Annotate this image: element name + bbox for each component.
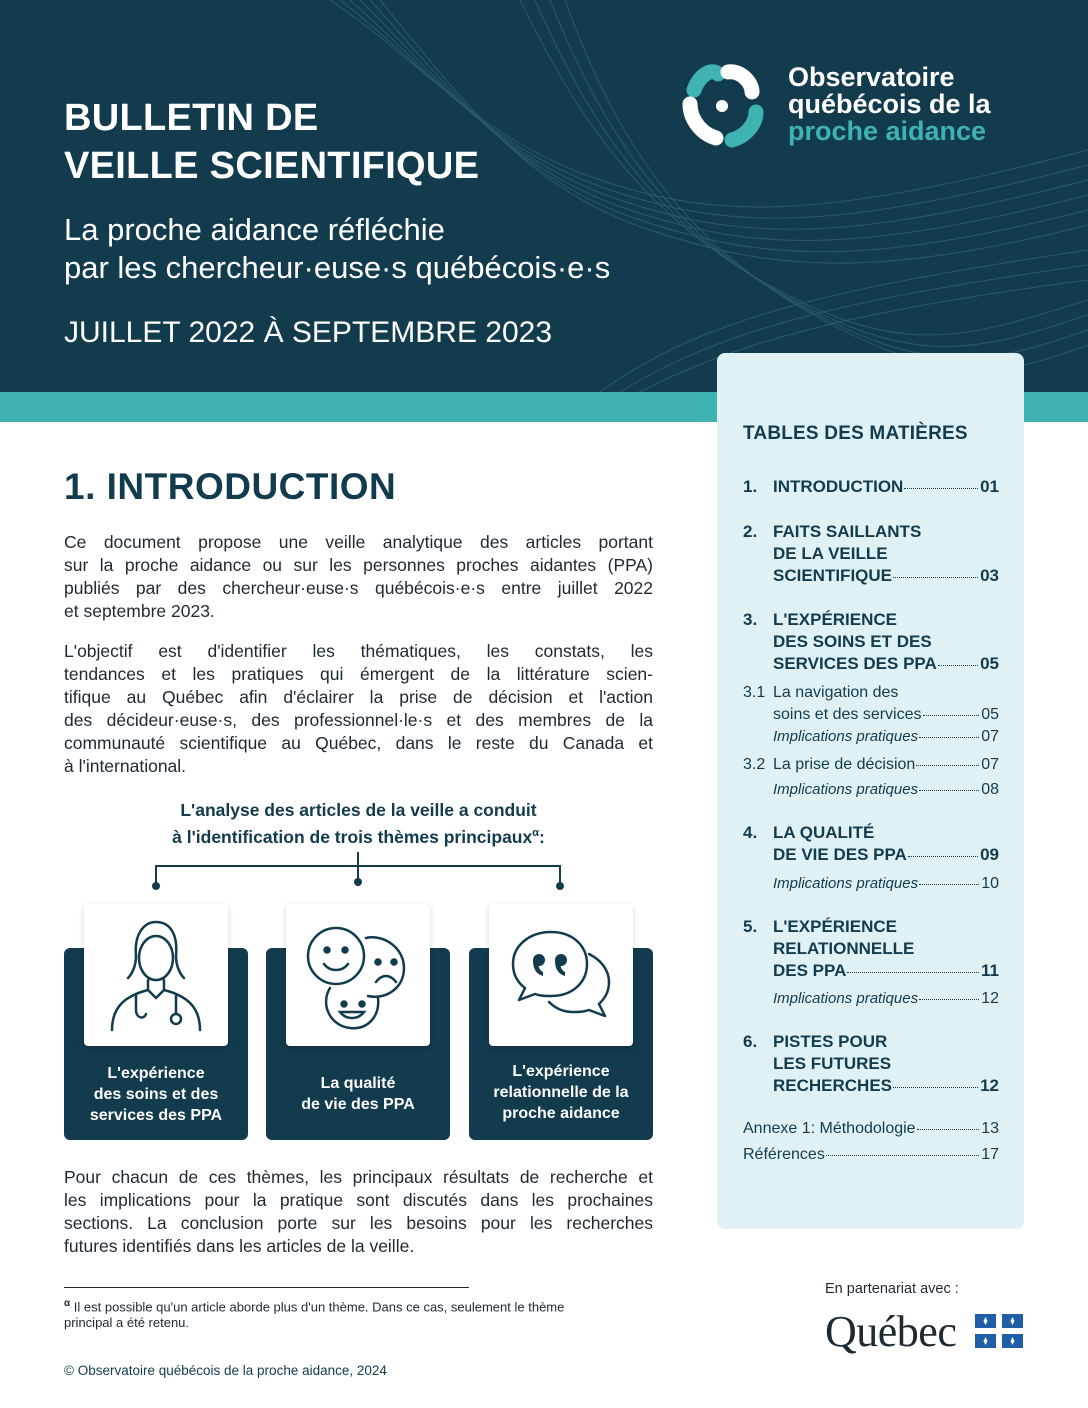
- toc-entry-page: 10: [981, 875, 999, 892]
- themes-lead: [64, 799, 653, 849]
- toc-entry-label: Implications pratiques: [773, 990, 919, 1007]
- header-banner: [0, 0, 1088, 392]
- section-heading-introduction: 1. INTRODUCTION: [64, 466, 397, 507]
- toc-entry-pistes[interactable]: [743, 1031, 999, 1097]
- toc-entry-page: 17: [981, 1146, 999, 1163]
- toc-entry-references[interactable]: [743, 1144, 999, 1166]
- toc-title: TABLES DES MATIÈRES: [743, 423, 968, 444]
- theme-label-line: relationnelle de la: [493, 1084, 629, 1101]
- toc-entry-page: 05: [981, 706, 999, 723]
- logo-line-2: québécois de la: [788, 89, 991, 119]
- toc-entry-number: 3.: [743, 610, 758, 629]
- toc-entry-introduction[interactable]: [743, 476, 999, 498]
- toc-entry-experience-soins[interactable]: [743, 609, 999, 675]
- toc-entry-page: 09: [980, 845, 999, 864]
- toc-entry-label: Implications pratiques: [773, 875, 919, 892]
- toc-entry-experience-relationnelle[interactable]: [743, 916, 999, 982]
- speech-bubbles-icon: [489, 904, 633, 1046]
- toc-entry-page: 08: [981, 781, 999, 798]
- footnote-line-2: principal a été retenu.: [64, 1315, 190, 1331]
- themes-lead-suffix: :: [539, 826, 545, 847]
- toc-entry-number: 4.: [743, 823, 758, 842]
- toc-entry-label: Implications pratiques: [773, 781, 919, 798]
- toc-entry-label: FAITS SAILLANTS: [773, 522, 922, 541]
- toc-entry-label: LES FUTURES: [773, 1054, 892, 1073]
- observatoire-logo-icon: [676, 60, 768, 152]
- toc-entry-number: 3.1: [743, 684, 766, 701]
- toc-entry-label: RECHERCHES: [773, 1076, 893, 1095]
- toc-entry-page: 07: [981, 728, 999, 745]
- toc-entry-label: DES SOINS ET DES: [773, 632, 932, 651]
- paragraph-line: sur la proche aidance ou sur les personnes proches aidantes (PPA): [64, 555, 653, 575]
- footnote-marker: α: [64, 1298, 71, 1309]
- logo-line-1: Observatoire: [788, 62, 955, 92]
- toc-entry-label: SCIENTIFIQUE: [773, 566, 893, 585]
- quebec-flag-icon: [975, 1314, 1023, 1348]
- toc-entry-implications[interactable]: [743, 779, 999, 801]
- footnote-line-1: Il est possible qu'un article aborde plus d'un thème. Dans ce cas, seulement le thème: [73, 1299, 565, 1315]
- theme-label-soins: [64, 1063, 248, 1126]
- toc-entry-page: 13: [981, 1120, 999, 1137]
- toc-entry-label: Références: [743, 1146, 825, 1163]
- toc-entry-page: 05: [980, 654, 999, 673]
- paragraph-line: communauté scientifique au Québec, dans le reste du Canada et: [64, 733, 653, 753]
- quebec-logo-text: Québec: [825, 1307, 957, 1356]
- theme-label-line: services des PPA: [89, 1107, 223, 1124]
- paragraph-line: sections. La conclusion porte sur les besoins pour les recherches: [64, 1213, 653, 1233]
- bulletin-title: [64, 94, 479, 190]
- toc-entry-annexe[interactable]: [743, 1118, 999, 1140]
- intro-paragraph-3: [64, 1166, 653, 1258]
- themes-lead-line-2: à l'identification de trois thèmes principaux: [172, 826, 533, 847]
- toc-entry-label: SERVICES DES PPA: [773, 654, 937, 673]
- observatoire-logo-text: [788, 64, 991, 145]
- theme-label-line: des soins et des: [93, 1086, 219, 1103]
- title-line-2: VEILLE SCIENTIFIQUE: [64, 145, 480, 187]
- toc-entry-page: 01: [980, 477, 999, 496]
- toc-entry-implications[interactable]: [743, 726, 999, 748]
- bulletin-period: JUILLET 2022 À SEPTEMBRE 2023: [64, 316, 553, 349]
- toc-entry-label: Annexe 1: Méthodologie: [743, 1120, 916, 1137]
- toc-entry-label: La prise de décision: [773, 756, 916, 773]
- paragraph-line: futures identifiés dans les articles de la veille.: [64, 1236, 415, 1256]
- subtitle-line-2: par les chercheur·euse·s québécois·e·s: [64, 250, 611, 285]
- footnote-divider: [64, 1287, 469, 1288]
- paragraph-line: tendances et les pratiques qui émergent de la littérature scien-: [64, 664, 653, 684]
- toc-entry-label: La navigation des: [773, 684, 899, 701]
- bulletin-subtitle: [64, 211, 610, 287]
- toc-entry-label: L'EXPÉRIENCE: [773, 917, 898, 936]
- intro-paragraph-1: [64, 531, 653, 623]
- themes-bracket: [148, 852, 568, 892]
- toc-entry-prise-de-decision[interactable]: [743, 754, 999, 776]
- toc-entry-page: 07: [981, 756, 999, 773]
- toc-entry-navigation[interactable]: [743, 682, 999, 726]
- toc-entry-label: DES PPA: [773, 961, 847, 980]
- toc-entry-label: DE LA VEILLE: [773, 544, 888, 563]
- toc-entry-number: 6.: [743, 1032, 758, 1051]
- copyright: © Observatoire québécois de la proche aidance, 2024: [64, 1363, 387, 1378]
- toc-entry-label: INTRODUCTION: [773, 477, 904, 496]
- theme-label-relationnelle: [469, 1061, 653, 1124]
- paragraph-line: Ce document propose une veille analytique des articles portant: [64, 532, 653, 552]
- title-line-1: BULLETIN DE: [64, 97, 319, 139]
- toc-entry-page: 12: [980, 1076, 999, 1095]
- paragraph-line: Pour chacun de ces thèmes, les principaux résultats de recherche et: [64, 1167, 653, 1187]
- theme-label-line: La qualité: [320, 1075, 396, 1092]
- caregiver-icon: [84, 904, 228, 1046]
- paragraph-line: et septembre 2023.: [64, 601, 215, 621]
- footnote: [64, 1296, 624, 1331]
- toc-entry-implications[interactable]: [743, 988, 999, 1010]
- toc-entry-label: LA QUALITÉ: [773, 823, 875, 842]
- paragraph-line: L'objectif est d'identifier les thématiques, les constats, les: [64, 641, 653, 661]
- toc-entry-number: 1.: [743, 477, 758, 496]
- toc-entry-label: RELATIONNELLE: [773, 939, 915, 958]
- toc-entry-number: 5.: [743, 917, 758, 936]
- toc-entry-page: 03: [980, 566, 999, 585]
- toc-entry-label: L'EXPÉRIENCE: [773, 610, 898, 629]
- toc-entry-label: Implications pratiques: [773, 728, 919, 745]
- partner-label: En partenariat avec :: [825, 1281, 959, 1297]
- toc-entry-number: 2.: [743, 522, 758, 541]
- toc-entry-label: soins et des services: [773, 706, 922, 723]
- faces-icon: [286, 904, 430, 1046]
- toc-entry-implications[interactable]: [743, 873, 999, 895]
- toc-entry-label: DE VIE DES PPA: [773, 845, 907, 864]
- footnote-marker: α: [532, 827, 539, 839]
- toc-entry-qualite-de-vie[interactable]: [743, 822, 999, 866]
- toc-entry-faits-saillants[interactable]: [743, 521, 999, 587]
- paragraph-line: des décideur·euse·s, des professionnel·le·s et des membres de la: [64, 710, 653, 730]
- theme-label-line: proche aidance: [502, 1105, 620, 1122]
- theme-label-qualite-de-vie: [266, 1073, 450, 1115]
- toc-entry-page: 12: [981, 990, 999, 1007]
- intro-paragraph-2: [64, 640, 653, 778]
- logo-line-3: proche aidance: [788, 116, 987, 146]
- theme-label-line: L'expérience: [512, 1063, 610, 1080]
- toc-entry-label: PISTES POUR: [773, 1032, 888, 1051]
- themes-lead-line-1: L'analyse des articles de la veille a conduit: [180, 800, 537, 820]
- toc-entry-number: 3.2: [743, 756, 766, 773]
- paragraph-line: les implications pour la pratique sont discutés dans les prochaines: [64, 1190, 653, 1210]
- table-of-contents: [717, 353, 1024, 1229]
- theme-label-line: de vie des PPA: [301, 1096, 415, 1113]
- subtitle-line-1: La proche aidance réfléchie: [64, 212, 445, 247]
- paragraph-line: publiés par des chercheur·euse·s québécois·e·s entre juillet 2022: [64, 578, 653, 598]
- toc-entry-page: 11: [981, 961, 999, 980]
- paragraph-line: à l'international.: [64, 756, 187, 776]
- theme-label-line: L'expérience: [107, 1065, 205, 1082]
- paragraph-line: tifique au Québec afin d'éclairer la prise de décision et l'action: [64, 687, 653, 707]
